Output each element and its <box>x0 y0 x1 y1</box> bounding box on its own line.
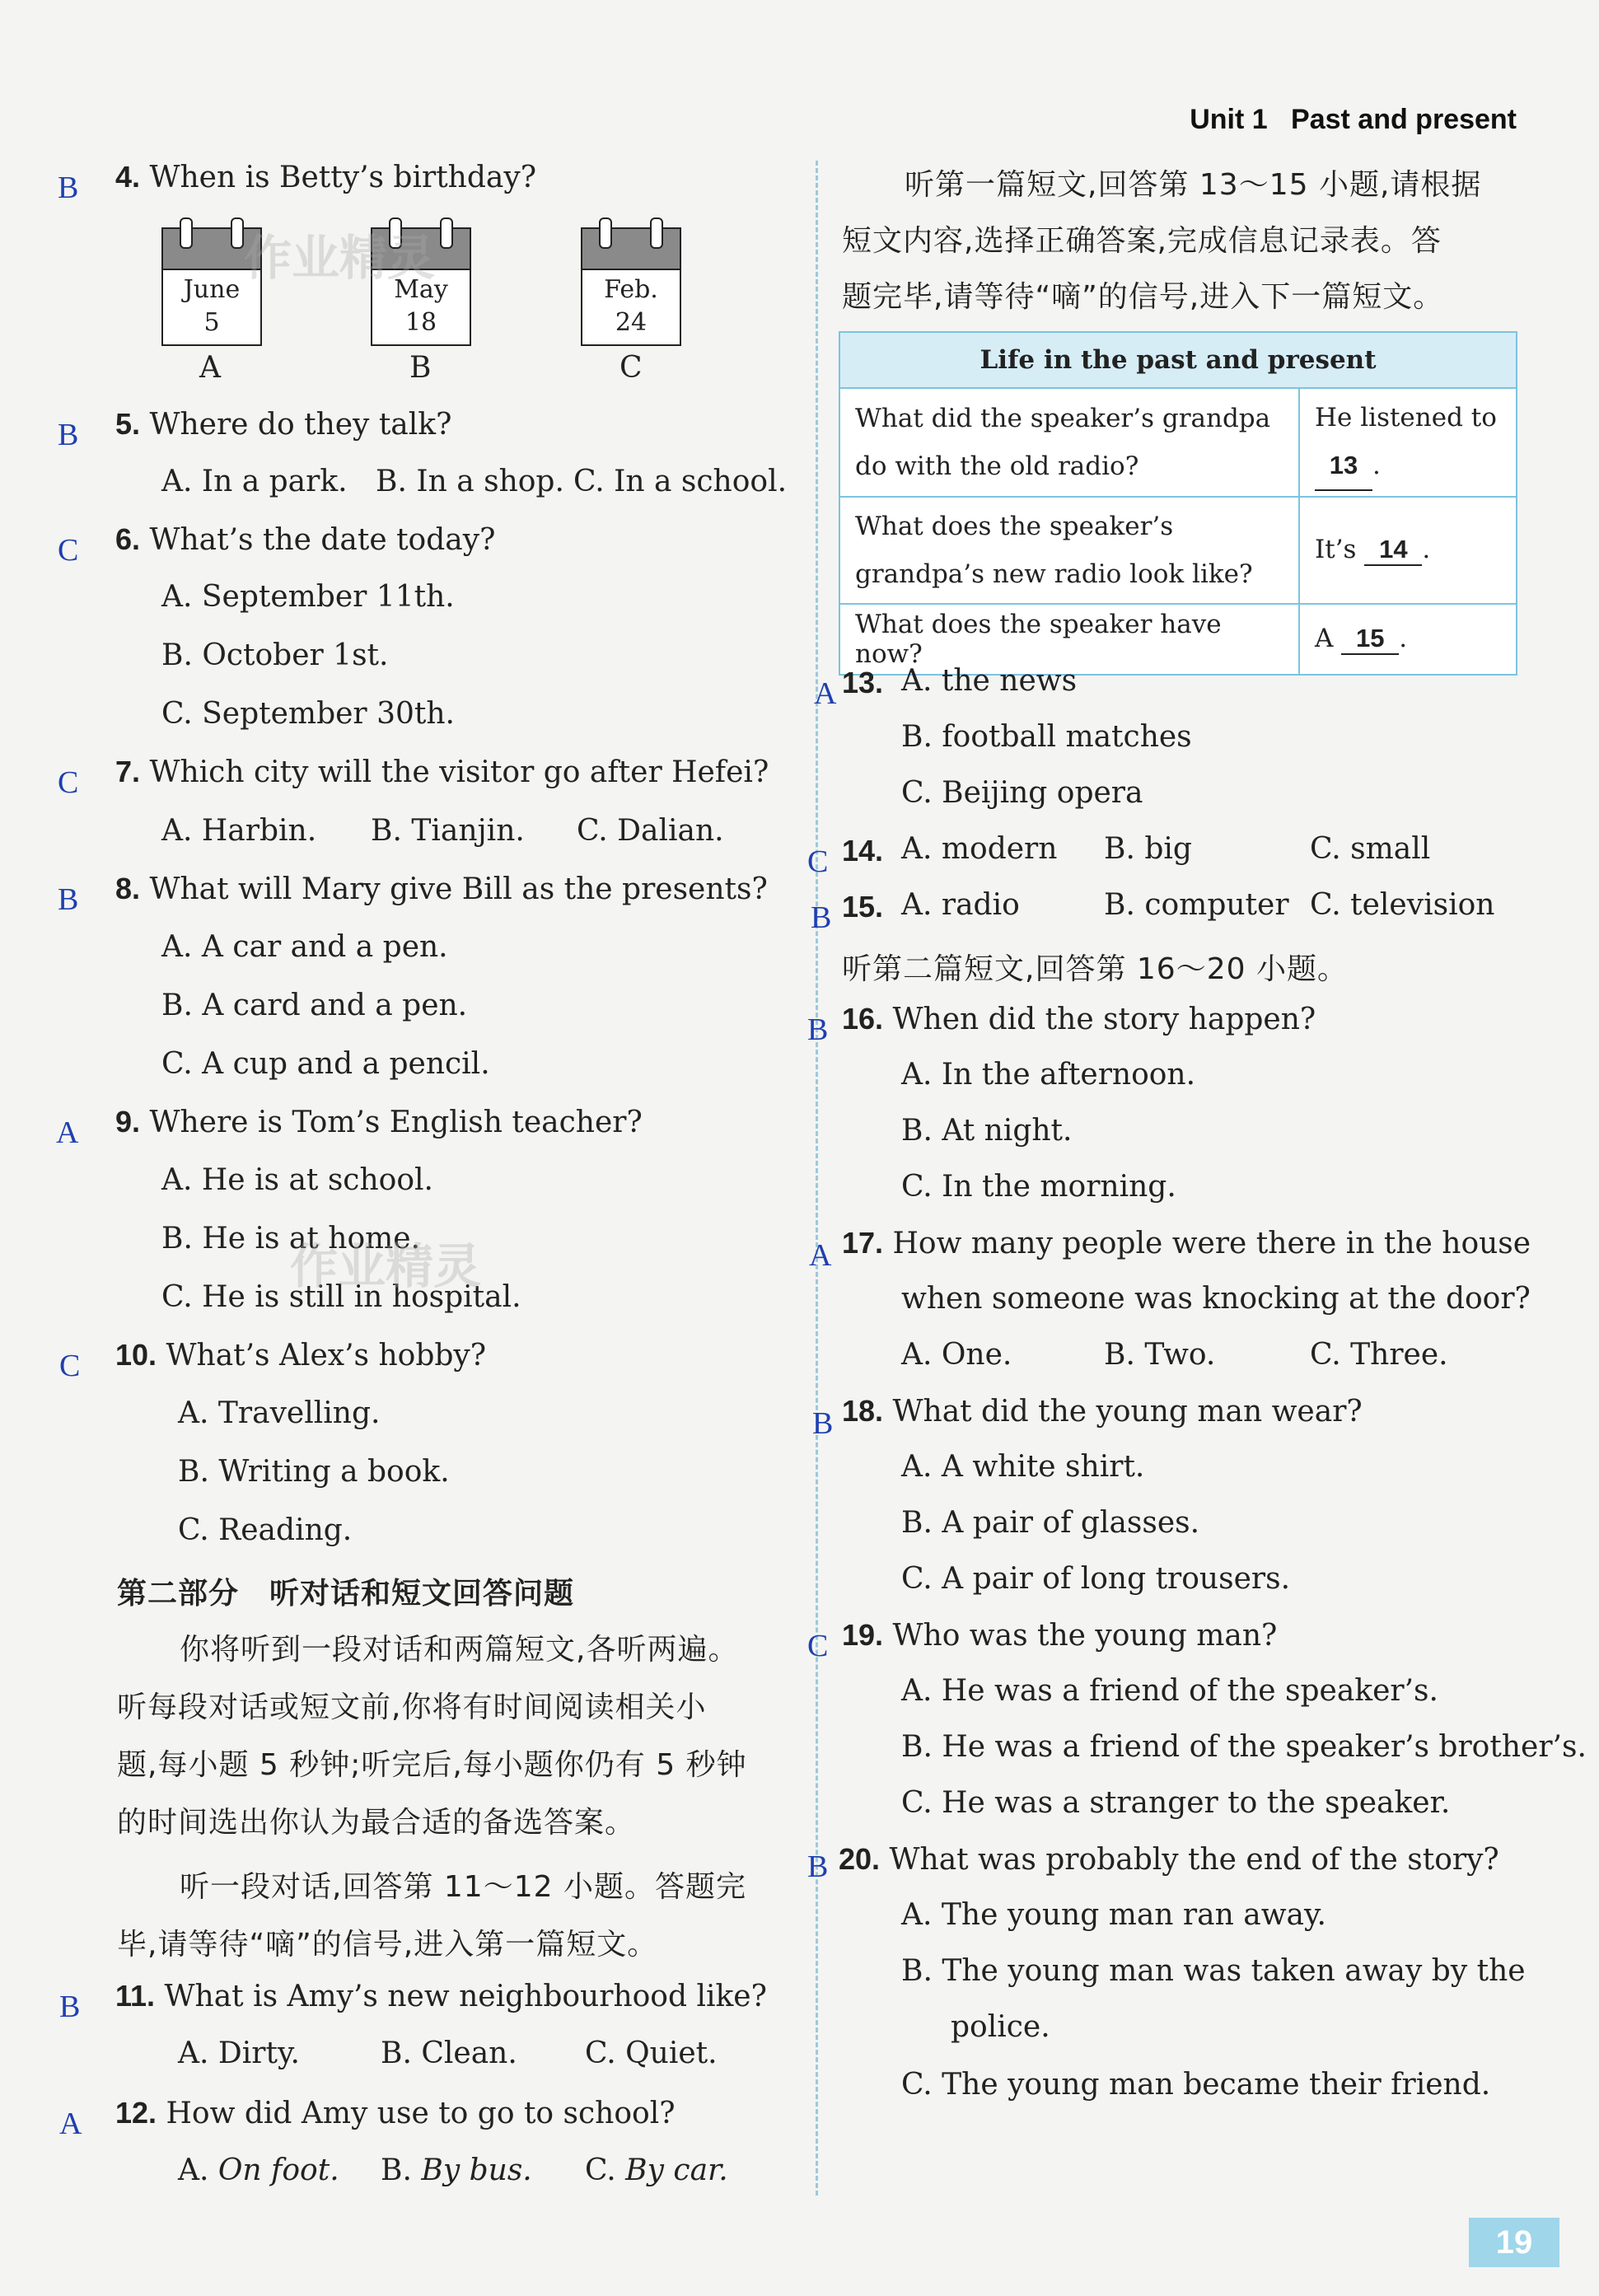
option-q13-b: B. football matches <box>901 720 1192 754</box>
unit-label: Unit 1 <box>1190 104 1268 135</box>
calendar-day: 5 <box>203 308 220 337</box>
option-q10-c: C. Reading. <box>178 1513 353 1547</box>
table-answer: A 15 . <box>1299 604 1517 675</box>
option-q14-a: A. modern <box>901 832 1058 866</box>
table-answer: It’s 14 . <box>1299 497 1517 604</box>
question-17: 17. How many people were there in the house <box>842 1226 1531 1260</box>
option-q6-c: C. September 30th. <box>161 697 455 731</box>
answer-q9: A <box>56 1115 79 1150</box>
watermark: 作业精灵 <box>244 230 436 286</box>
option-q20-b-cont: police. <box>951 2010 1050 2044</box>
option-q8-a: A. A car and a pen. <box>161 930 448 964</box>
option-q20-a: A. The young man ran away. <box>901 1898 1326 1932</box>
passage1-note-line: 题完毕,请等待“嘀”的信号,进入下一篇短文。 <box>842 280 1444 314</box>
option-q19-a: A. He was a friend of the speaker’s. <box>901 1674 1438 1708</box>
page-number: 19 <box>1469 2218 1559 2267</box>
option-q7-a: A. Harbin. <box>161 814 317 848</box>
answer-q7: C <box>58 765 79 800</box>
question-20: 20. What was probably the end of the story? <box>839 1842 1499 1877</box>
option-q18-a: A. A white shirt. <box>901 1450 1145 1484</box>
passage1-note-line: 短文内容,选择正确答案,完成信息记录表。答 <box>842 224 1442 258</box>
option-q11-b: B. Clean. <box>381 2036 517 2070</box>
question-17-line2: when someone was knocking at the door? <box>901 1282 1531 1316</box>
page-header <box>1190 104 1517 136</box>
option-q13-c: C. Beijing opera <box>901 776 1143 810</box>
answer-q14: C <box>807 844 829 879</box>
option-q18-c: C. A pair of long trousers. <box>901 1562 1291 1596</box>
option-q20-c: C. The young man became their friend. <box>901 2068 1491 2102</box>
question-13-number: 13. <box>842 666 884 699</box>
question-14-number: 14. <box>842 834 884 867</box>
part2-intro-line: 题,每小题 5 秒钟;听完后,每小题你仍有 5 秒钟 <box>117 1748 747 1782</box>
answer-q20: B <box>807 1849 829 1884</box>
answer-q5: B <box>58 418 79 452</box>
option-q6-b: B. October 1st. <box>161 638 389 672</box>
answer-q13: A <box>814 676 837 711</box>
question-6: 6. What’s the date today? <box>115 522 496 557</box>
option-q17-a: A. One. <box>901 1338 1012 1372</box>
question-19: 19. Who was the young man? <box>842 1618 1278 1653</box>
column-divider <box>816 161 818 2195</box>
answer-q18: B <box>812 1406 834 1441</box>
answer-q11: B <box>59 1990 81 2024</box>
blank-14: 14 <box>1364 535 1422 566</box>
calendar-c <box>581 227 681 346</box>
calendar-ring <box>650 217 663 249</box>
answer-q8: B <box>58 882 79 917</box>
calendar-day: 18 <box>404 308 437 337</box>
answer-q10: C <box>59 1349 81 1383</box>
part2-intro-line: 你将听到一段对话和两篇短文,各听两遍。 <box>180 1633 739 1667</box>
option-q16-b: B. At night. <box>901 1114 1073 1148</box>
option-q14-b: B. big <box>1104 832 1192 866</box>
option-q15-c: C. television <box>1310 888 1495 922</box>
part2-heading: 第二部分 听对话和短文回答问题 <box>117 1577 575 1611</box>
option-q17-b: B. Two. <box>1104 1338 1216 1372</box>
option-q15-a: A. radio <box>901 888 1020 922</box>
table-question: What did the speaker’s grandpa do with the old radio? <box>839 388 1299 497</box>
option-q11-c: C. Quiet. <box>585 2036 718 2070</box>
option-q16-a: A. In the afternoon. <box>901 1058 1196 1092</box>
option-q7-c: C. Dalian. <box>577 814 724 848</box>
calendar-month: June <box>183 275 241 304</box>
question-8: 8. What will Mary give Bill as the presents? <box>115 872 768 906</box>
part2-intro-line: 的时间选出你认为最合适的备选答案。 <box>117 1806 636 1840</box>
option-q19-c: C. He was a stranger to the speaker. <box>901 1786 1451 1820</box>
calendar-ring <box>180 217 193 249</box>
question-7: 7. Which city will the visitor go after Hefei? <box>115 755 769 789</box>
option-q10-a: A. Travelling. <box>178 1396 381 1430</box>
option-q9-a: A. He is at school. <box>161 1163 433 1197</box>
question-18: 18. What did the young man wear? <box>842 1394 1363 1429</box>
table-question: What does the speaker have now? <box>839 604 1299 675</box>
option-q5-a: A. In a park. <box>161 465 348 498</box>
blank-13: 13 <box>1315 442 1372 491</box>
option-q9-c: C. He is still in hospital. <box>161 1280 521 1314</box>
option-q19-b: B. He was a friend of the speaker’s brother’s. <box>901 1730 1587 1764</box>
option-q12-c: C. By car. <box>585 2153 728 2187</box>
question-5: 5. Where do they talk? <box>115 407 452 442</box>
table-row <box>839 388 1517 497</box>
passage1-note-line: 听第一篇短文,回答第 13～15 小题,请根据 <box>905 168 1482 202</box>
calendar-ring <box>231 217 244 249</box>
option-q8-b: B. A card and a pen. <box>161 989 468 1022</box>
calendar-label-c: C <box>619 351 643 385</box>
option-q6-a: A. September 11th. <box>161 580 455 614</box>
question-15-number: 15. <box>842 890 884 924</box>
option-q8-c: C. A cup and a pencil. <box>161 1047 490 1081</box>
option-q5-c: C. In a school. <box>573 465 788 498</box>
option-q12-b: B. By bus. <box>381 2153 532 2187</box>
question-10: 10. What’s Alex’s hobby? <box>115 1338 487 1372</box>
table-question: What does the speaker’s grandpa’s new radio look like? <box>839 497 1299 604</box>
blank-15: 15 <box>1341 624 1399 655</box>
table-answer: He listened to 13 . <box>1299 388 1517 497</box>
option-q18-b: B. A pair of glasses. <box>901 1506 1200 1540</box>
calendar-label-b: B <box>409 351 432 385</box>
calendar-header <box>582 229 680 270</box>
option-q16-c: C. In the morning. <box>901 1170 1176 1204</box>
option-q13-a: A. the news <box>901 664 1078 698</box>
passage2-note: 听第二篇短文,回答第 16～20 小题。 <box>842 952 1348 986</box>
calendar-label-a: A <box>199 351 221 385</box>
answer-q4: B <box>58 171 79 205</box>
question-12: 12. How did Amy use to go to school? <box>115 2096 676 2130</box>
calendar-day: 24 <box>615 308 648 337</box>
question-4: 4. When is Betty’s birthday? <box>115 160 536 194</box>
option-q10-b: B. Writing a book. <box>178 1455 450 1489</box>
option-q15-b: B. computer <box>1104 888 1289 922</box>
question-16: 16. When did the story happen? <box>842 1002 1316 1036</box>
option-q17-c: C. Three. <box>1310 1338 1448 1372</box>
answer-q16: B <box>807 1012 829 1047</box>
info-record-table <box>839 331 1517 676</box>
dialogue-note-line: 毕,请等待“嘀”的信号,进入第一篇短文。 <box>117 1928 658 1962</box>
answer-q12: A <box>59 2107 82 2141</box>
question-9: 9. Where is Tom’s English teacher? <box>115 1105 643 1139</box>
answer-q19: C <box>807 1629 829 1663</box>
option-q14-c: C. small <box>1310 832 1431 866</box>
answer-q6: C <box>58 533 79 568</box>
watermark: 作业精灵 <box>290 1238 482 1294</box>
dialogue-note-line: 听一段对话,回答第 11～12 小题。答题完 <box>180 1870 746 1904</box>
table-title: Life in the past and present <box>839 332 1517 388</box>
calendar-ring <box>599 217 612 249</box>
calendar-month: Feb. <box>604 275 658 304</box>
answer-q17: A <box>809 1238 832 1273</box>
calendar-month: May <box>394 275 448 304</box>
option-q9-b: B. He is at home. <box>161 1222 421 1256</box>
answer-q15: B <box>811 900 832 935</box>
part2-intro-line: 听每段对话或短文前,你将有时间阅读相关小 <box>117 1690 707 1724</box>
unit-title: Past and present <box>1291 104 1517 135</box>
table-row <box>839 497 1517 604</box>
option-q7-b: B. Tianjin. <box>371 814 525 848</box>
option-q11-a: A. Dirty. <box>178 2036 300 2070</box>
option-q20-b: B. The young man was taken away by the <box>901 1954 1526 1988</box>
option-q12-a: A. On foot. <box>178 2153 339 2187</box>
calendar-ring <box>440 217 453 249</box>
option-q5-b: B. In a shop. <box>376 465 564 498</box>
question-11: 11. What is Amy’s new neighbourhood like? <box>115 1979 767 2013</box>
